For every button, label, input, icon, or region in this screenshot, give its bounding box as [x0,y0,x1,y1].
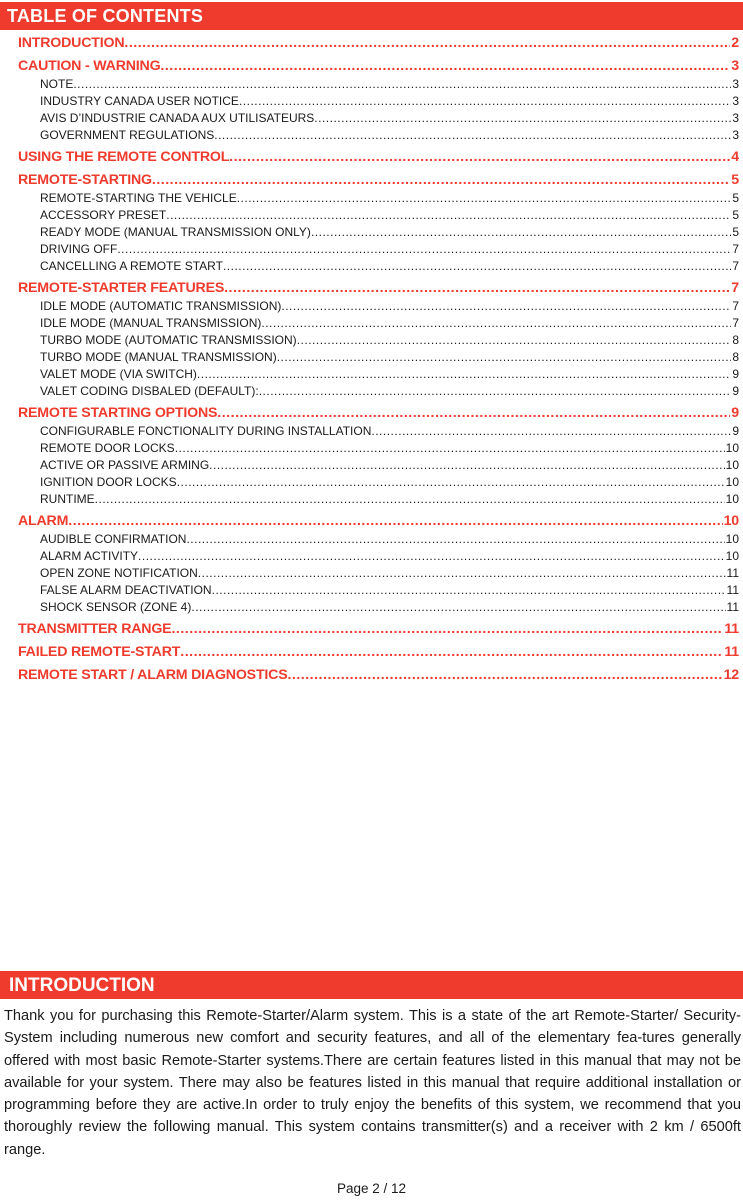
toc-subentry-title: AVIS D’INDUSTRIE CANADA AUX UTILISATEURS [40,111,315,125]
toc-subentry-page: 10 [725,532,739,546]
toc-leader-dots [237,190,732,207]
toc-section-page: 4 [731,149,739,165]
toc-section-page: 2 [731,35,739,51]
toc-subentry-title: OPEN ZONE NOTIFICATION [40,566,198,580]
toc-subentry[interactable] [18,383,739,400]
toc-leader-dots [209,457,724,474]
toc-leader-dots [191,599,725,616]
toc-section[interactable] [18,665,739,685]
toc-subentry[interactable] [18,548,739,565]
toc-subentry-title: CONFIGURABLE FONCTIONALITY DURING INSTALLATION [40,424,372,438]
toc-subentry[interactable] [18,366,739,383]
toc-subentry[interactable] [18,582,739,599]
toc-leader-dots [177,474,725,491]
toc-subentry[interactable] [18,491,739,508]
toc-subentry[interactable] [18,423,739,440]
toc-leader-dots [171,619,723,639]
toc-leader-dots [277,349,732,366]
toc-leader-dots [229,147,730,167]
toc-subentry-title: NOTE [40,77,74,91]
toc-section-title: REMOTE START / ALARM DIAGNOSTICS [18,667,288,683]
toc-subentry-page: 3 [732,128,739,142]
table-of-contents [18,33,739,685]
toc-subentry[interactable] [18,531,739,548]
toc-leader-dots [212,582,726,599]
toc-section-page: 10 [723,513,739,529]
toc-section-page: 9 [731,405,739,421]
toc-subentry[interactable] [18,207,739,224]
toc-subentry[interactable] [18,190,739,207]
toc-leader-dots [371,423,731,440]
toc-section-title: ALARM [18,513,69,529]
toc-subentry[interactable] [18,110,739,127]
toc-leader-dots [214,127,731,144]
toc-subentry-page: 11 [726,600,739,614]
toc-section-title: REMOTE STARTING OPTIONS [18,405,218,421]
toc-section[interactable] [18,642,739,662]
toc-subentry-page: 7 [732,242,739,256]
toc-subentry-page: 10 [725,441,739,455]
toc-subentry-title: AUDIBLE CONFIRMATION [40,532,187,546]
page-footer: Page 2 / 12 [336,1181,407,1196]
toc-section-title: INTRODUCTION [18,35,125,51]
toc-subentry-title: ALARM ACTIVITY [40,549,139,563]
toc-subentry[interactable] [18,599,739,616]
toc-leader-dots [138,548,725,565]
toc-subentry-page: 8 [732,350,739,364]
toc-leader-dots [297,332,732,349]
toc-subentry-page: 8 [732,333,739,347]
toc-leader-dots [166,207,731,224]
toc-subentry[interactable] [18,241,739,258]
toc-subentry-title: TURBO MODE (MANUAL TRANSMISSION) [40,350,277,364]
toc-subentry-page: 11 [726,566,739,580]
toc-subentry-page: 10 [725,492,739,506]
toc-subentry[interactable] [18,315,739,332]
toc-section-page: 11 [724,621,739,637]
toc-section-title: TRANSMITTER RANGE [18,621,172,637]
toc-subentry[interactable] [18,332,739,349]
toc-subentry[interactable] [18,224,739,241]
toc-subentry-title: IDLE MODE (AUTOMATIC TRANSMISSION) [40,299,282,313]
toc-section-title: FAILED REMOTE-START [18,644,181,660]
toc-leader-dots [261,315,731,332]
toc-leader-dots [124,33,730,53]
toc-subentry-title: IGNITION DOOR LOCKS [40,475,177,489]
toc-section[interactable] [18,170,739,190]
toc-section-title: CAUTION - WARNING [18,58,161,74]
toc-subentry-title: SHOCK SENSOR (ZONE 4) [40,600,192,614]
toc-subentry[interactable] [18,298,739,315]
toc-leader-dots [224,278,730,298]
toc-section-page: 3 [731,58,739,74]
toc-subentry-page: 3 [732,77,739,91]
toc-leader-dots [281,298,731,315]
toc-subentry-title: TURBO MODE (AUTOMATIC TRANSMISSION) [40,333,297,347]
toc-subentry-page: 7 [732,299,739,313]
toc-subentry-page: 11 [726,583,739,597]
toc-subentry-page: 9 [732,384,739,398]
toc-subentry-page: 3 [732,111,739,125]
toc-leader-dots [223,258,731,275]
toc-leader-dots [95,491,725,508]
toc-header: TABLE OF CONTENTS [0,2,743,30]
toc-subentry-page: 10 [725,458,739,472]
toc-subentry-title: INDUSTRY CANADA USER NOTICE [40,94,239,108]
toc-leader-dots [239,93,731,110]
toc-subentry[interactable] [18,349,739,366]
toc-subentry[interactable] [18,457,739,474]
toc-leader-dots [186,531,724,548]
toc-section[interactable] [18,511,739,531]
toc-subentry-title: VALET MODE (VIA SWITCH) [40,367,197,381]
toc-subentry-title: GOVERNMENT REGULATIONS [40,128,215,142]
toc-section-page: 11 [724,644,739,660]
toc-subentry-page: 5 [732,225,739,239]
toc-section[interactable] [18,147,739,167]
toc-subentry-title: RUNTIME [40,492,95,506]
toc-subentry[interactable] [18,440,739,457]
toc-leader-dots [259,383,732,400]
toc-subentry[interactable] [18,258,739,275]
toc-subentry-title: VALET CODING DISBALED (DEFAULT): [40,384,259,398]
toc-section-page: 5 [731,172,739,188]
toc-subentry[interactable] [18,474,739,491]
toc-subentry-title: CANCELLING A REMOTE START [40,259,223,273]
toc-leader-dots [175,440,725,457]
toc-subentry-page: 3 [732,94,739,108]
toc-subentry-title: REMOTE-STARTING THE VEHICLE [40,191,237,205]
toc-leader-dots [152,170,730,190]
toc-leader-dots [217,403,730,423]
toc-section-title: REMOTE-STARTER FEATURES [18,280,225,296]
intro-body: Thank you for purchasing this Remote-Starter/Alarm system. This is a state of the art Remote-Starter/ Security-System including numerous new comfort and security features, and all of the elementary fea-tures generally offered with most basic Remote-Starter systems.There are certain features listed in this manual that may not be available for your system. There may also be features listed in this manual that require additional installation or programming before they are active.In order to truly enjoy the benefits of this system, we recommend that you thoroughly review the following manual. This system contains transmitter(s) and a receiver with 2 km / 6500ft range. [4,1008,741,1158]
toc-subentry-page: 5 [732,208,739,222]
toc-subentry-page: 5 [732,191,739,205]
toc-leader-dots [180,642,723,662]
toc-leader-dots [314,110,731,127]
toc-leader-dots [287,665,722,685]
toc-section[interactable] [18,278,739,298]
toc-section-title: USING THE REMOTE CONTROL [18,149,230,165]
toc-leader-dots [160,56,730,76]
toc-leader-dots [68,511,722,531]
toc-section[interactable] [18,403,739,423]
toc-section[interactable] [18,619,739,639]
toc-subentry-title: FALSE ALARM DEACTIVATION [40,583,212,597]
intro-header: INTRODUCTION [0,971,743,999]
toc-subentry-title: ACCESSORY PRESET [40,208,167,222]
toc-subentry-title: REMOTE DOOR LOCKS [40,441,175,455]
toc-subentry-title: READY MODE (MANUAL TRANSMISSION ONLY) [40,225,311,239]
toc-subentry-page: 9 [732,367,739,381]
toc-subentry-page: 7 [732,259,739,273]
toc-subentry-title: DRIVING OFF [40,242,118,256]
toc-section-title: REMOTE-STARTING [18,172,152,188]
toc-subentry[interactable] [18,93,739,110]
toc-subentry-page: 7 [732,316,739,330]
toc-leader-dots [198,565,726,582]
toc-subentry[interactable] [18,127,739,144]
toc-section[interactable] [18,33,739,53]
toc-leader-dots [73,76,731,93]
toc-leader-dots [311,224,731,241]
toc-section-page: 12 [723,667,739,683]
toc-leader-dots [117,241,731,258]
toc-subentry-page: 9 [732,424,739,438]
toc-subentry-title: IDLE MODE (MANUAL TRANSMISSION) [40,316,262,330]
toc-section[interactable] [18,56,739,76]
toc-subentry-page: 10 [725,549,739,563]
toc-section-page: 7 [731,280,739,296]
toc-leader-dots [197,366,731,383]
toc-subentry-title: ACTIVE OR PASSIVE ARMING [40,458,210,472]
toc-subentry[interactable] [18,76,739,93]
toc-subentry[interactable] [18,565,739,582]
toc-subentry-page: 10 [725,475,739,489]
